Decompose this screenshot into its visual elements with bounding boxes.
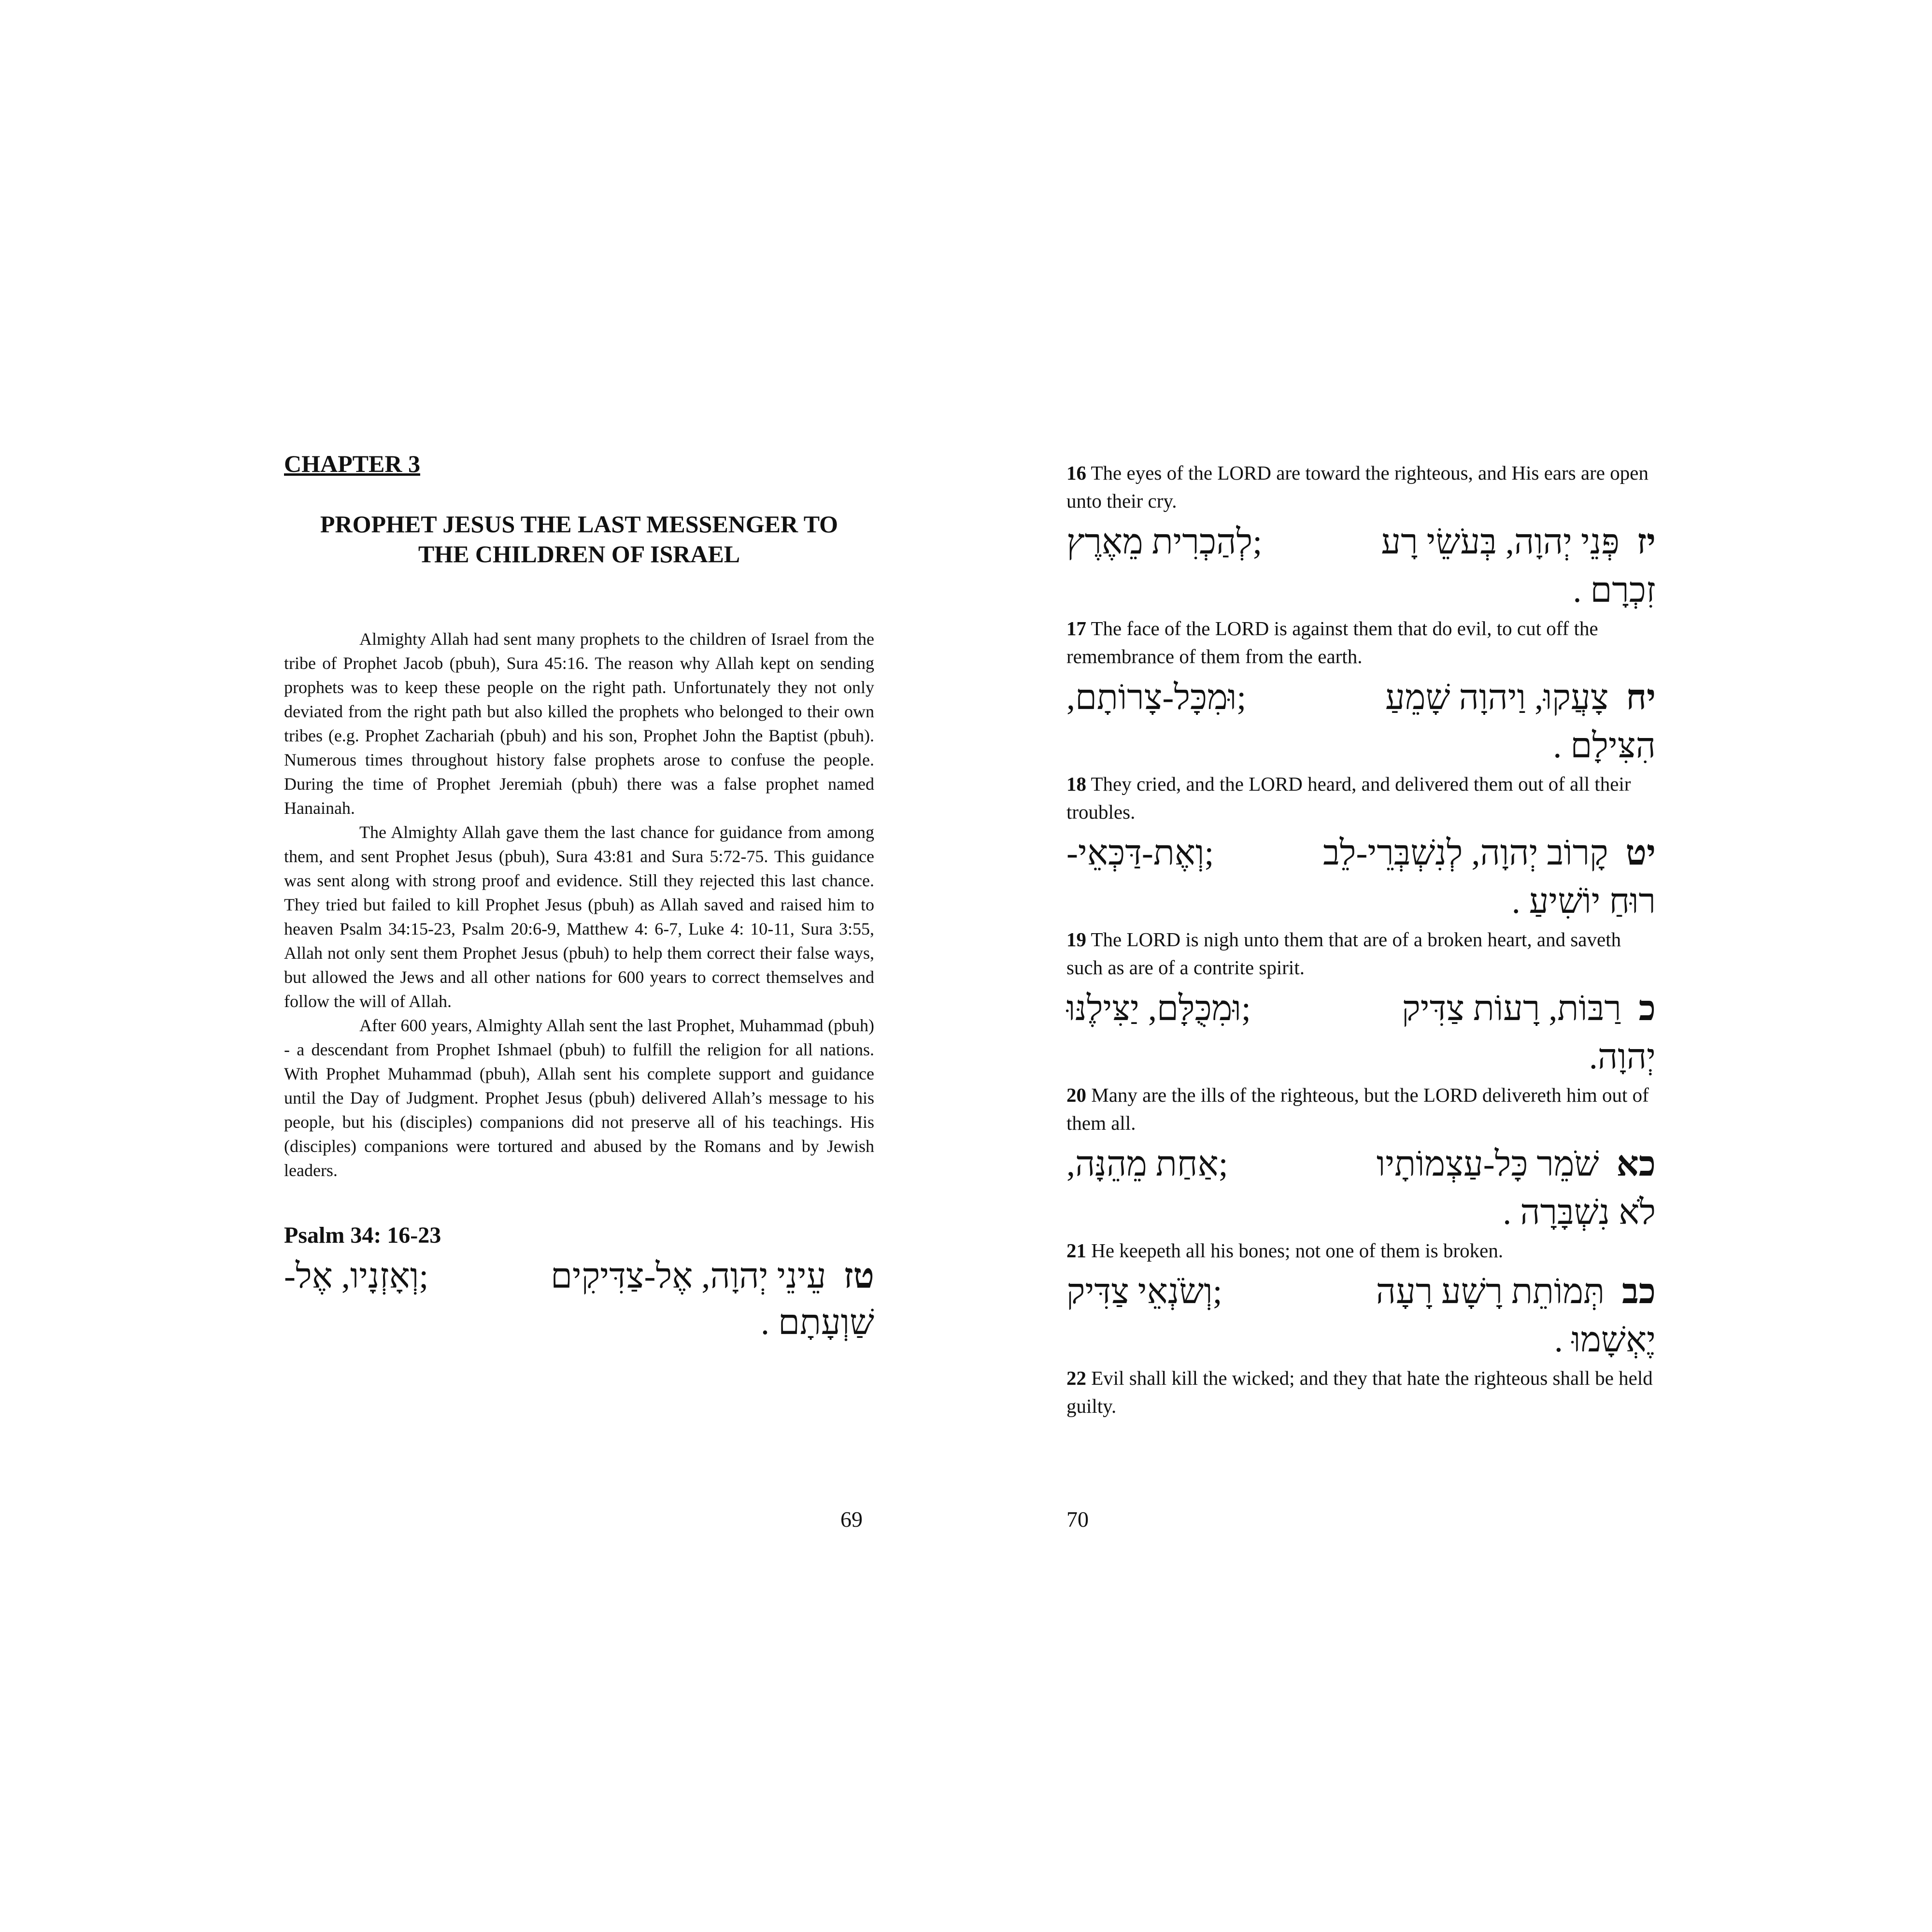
chapter-heading: CHAPTER 3 xyxy=(284,450,420,477)
hebrew-verse-number: יח xyxy=(1626,678,1656,717)
hebrew-line: שַׁוְעָתָם . xyxy=(761,1303,874,1342)
hebrew-text: פְּנֵי יְהוָה, בְּעֹשֵׂי רָע xyxy=(1381,523,1620,561)
hebrew-text: תְּמוֹתֵת רָשָׁע רָעָה xyxy=(1376,1272,1605,1311)
verse-text: The face of the LORD is against them that do evil, to cut off the remembrance of them from the earth. xyxy=(1066,617,1598,668)
chapter-body xyxy=(284,627,874,1182)
english-verse xyxy=(1066,1081,1656,1137)
hebrew-text: ;אַחַת מֵהֵנָּה, xyxy=(1066,1145,1228,1183)
section-heading: Psalm 34: 16-23 xyxy=(284,1222,441,1248)
verse-text: Many are the ills of the righteous, but the LORD delivereth him out of them all. xyxy=(1066,1084,1649,1134)
verse-text: Evil shall kill the wicked; and they that hate the righteous shall be held guilty. xyxy=(1066,1367,1653,1417)
paragraph: The Almighty Allah gave them the last chance for guidance from among them, and sent Prophet Jesus (pbuh), Sura 43:81 and Sura 5:72-75. This guidance was sent along with strong proof and evidence. Still they rejected this last chance. They tried but failed to kill Prophet Jesus (pbuh) as Allah saved and raised him to heaven Psalm 34:15-23, Psalm 20:6-9, Matthew 4: 6-7, Luke 4: 10-11, Sura 3:55, Allah not only sent them Prophet Jesus (pbuh) to help them correct their false ways, but allowed the Jews and all other nations for 600 years to correct themselves and follow the will of Allah. xyxy=(284,823,874,1011)
chapter-title-line: PROPHET JESUS THE LAST MESSENGER TO xyxy=(320,511,838,538)
right-page xyxy=(1066,459,1656,1420)
verse-text: He keepeth all his bones; not one of them is broken. xyxy=(1091,1239,1504,1262)
verse-number: 16 xyxy=(1066,462,1086,484)
hebrew-verse-number: כ xyxy=(1638,989,1656,1028)
verse-text: The eyes of the LORD are toward the righteous, and His ears are open unto their cry. xyxy=(1066,462,1648,512)
hebrew-verse xyxy=(1066,518,1656,614)
hebrew-text: ;וּמִכֻּלָּם, יַצִּילֶנּוּ xyxy=(1066,989,1251,1028)
chapter-title-line: THE CHILDREN OF ISRAEL xyxy=(418,540,740,568)
hebrew-line: יְהוָה. xyxy=(1589,1037,1656,1076)
hebrew-line xyxy=(1066,673,1656,722)
hebrew-verse-number: כא xyxy=(1616,1145,1656,1183)
english-verse xyxy=(1066,925,1656,981)
paragraph: After 600 years, Almighty Allah sent the last Prophet, Muhammad (pbuh) - a descendant from Prophet Ishmael (pbuh) to fulfill the religion for all nations. With Prophet Muhammad (pbuh), Allah sent his complete support and guidance until the Day of Judgment. Prophet Jesus (pbuh) delivered Allah’s message to his people, but his (disciples) companions did not preserve all of his teachings. His (disciples) companions were tortured and abused by the Romans and by Jewish leaders. xyxy=(284,1016,874,1180)
hebrew-line xyxy=(284,1253,874,1299)
hebrew-text: עֵינֵי יְהוָה, אֶל-צַדִּיקִים xyxy=(550,1257,826,1295)
hebrew-line xyxy=(1066,984,1656,1033)
hebrew-line: רוּחַ יוֹשִׁיעַ . xyxy=(1511,882,1656,921)
page-number: 70 xyxy=(1066,1507,1089,1532)
hebrew-verse xyxy=(1066,984,1656,1081)
hebrew-verse-number: כב xyxy=(1622,1272,1656,1311)
english-verse xyxy=(1066,614,1656,670)
english-verse xyxy=(1066,459,1656,515)
hebrew-text: ;וּמִכָּל-צָרוֹתָם, xyxy=(1066,678,1247,717)
verse-number: 17 xyxy=(1066,617,1086,639)
hebrew-text: ;לְהַכְרִית מֵאֶרֶץ xyxy=(1066,523,1263,561)
page-number: 69 xyxy=(840,1507,863,1532)
hebrew-line: לֹא נִשְׁבָּרָה . xyxy=(1503,1193,1656,1232)
hebrew-text: שֹׁמֵר כָּל-עַצְמוֹתָיו xyxy=(1376,1145,1599,1183)
hebrew-verse xyxy=(1066,1267,1656,1364)
hebrew-text: צָעֲקוּ, וַיהוָה שָׁמֵעַ xyxy=(1385,678,1609,717)
english-verse xyxy=(1066,1364,1656,1420)
hebrew-line: הִצִּילָם . xyxy=(1553,726,1656,765)
verse-text: The LORD is nigh unto them that are of a broken heart, and saveth such as are of a contrite spirit. xyxy=(1066,928,1621,979)
hebrew-line: יֶאְשָׁמוּ . xyxy=(1554,1321,1656,1359)
chapter-title xyxy=(284,509,874,569)
english-verse xyxy=(1066,1236,1656,1264)
hebrew-line: זִכְרָם . xyxy=(1573,571,1656,610)
verse-text: They cried, and the LORD heard, and delivered them out of all their troubles. xyxy=(1066,773,1631,823)
verse-number: 18 xyxy=(1066,773,1086,795)
hebrew-verse xyxy=(1066,829,1656,925)
hebrew-verse-number: יז xyxy=(1637,523,1656,561)
verse-number: 19 xyxy=(1066,928,1086,951)
hebrew-line xyxy=(1066,1267,1656,1316)
left-page xyxy=(284,449,874,1346)
verse-number: 22 xyxy=(1066,1367,1086,1389)
hebrew-verse-number: יט xyxy=(1625,834,1656,872)
hebrew-line xyxy=(1066,518,1656,566)
hebrew-text: ;וְשֹׂנְאֵי צַדִּיק xyxy=(1066,1272,1222,1311)
hebrew-verse-number: טז xyxy=(843,1257,874,1295)
paragraph: Almighty Allah had sent many prophets to the children of Israel from the tribe of Prophet Jacob (pbuh), Sura 45:16. The reason why Allah kept on sending prophets was to keep these people on the right path. Unfortunately they not only deviated from the right path but also killed the prophets who belonged to their own tribes (e.g. Prophet Zachariah (pbuh) and his son, Prophet John the Baptist (pbuh). Numerous times throughout history false prophets arose to confuse the people. During the time of Prophet Jeremiah (pbuh) there was a false prophet named Hanainah. xyxy=(284,629,874,818)
hebrew-line xyxy=(1066,829,1656,877)
verse-number: 21 xyxy=(1066,1239,1086,1262)
hebrew-text: רַבּוֹת, רָעוֹת צַדִּיק xyxy=(1402,989,1621,1028)
hebrew-line xyxy=(1066,1140,1656,1188)
hebrew-verse xyxy=(1066,673,1656,770)
hebrew-verse xyxy=(284,1253,874,1346)
hebrew-text: קָרוֹב יְהוָה, לְנִשְׁבְּרֵי-לֵב xyxy=(1323,834,1608,872)
hebrew-verse xyxy=(1066,1140,1656,1236)
english-verse xyxy=(1066,770,1656,826)
hebrew-text: ;וְאֶת-דַּכְּאֵי- xyxy=(1066,834,1214,872)
hebrew-text: ;וְאָזְנָיו, אֶל- xyxy=(284,1257,429,1295)
verse-number: 20 xyxy=(1066,1084,1086,1106)
